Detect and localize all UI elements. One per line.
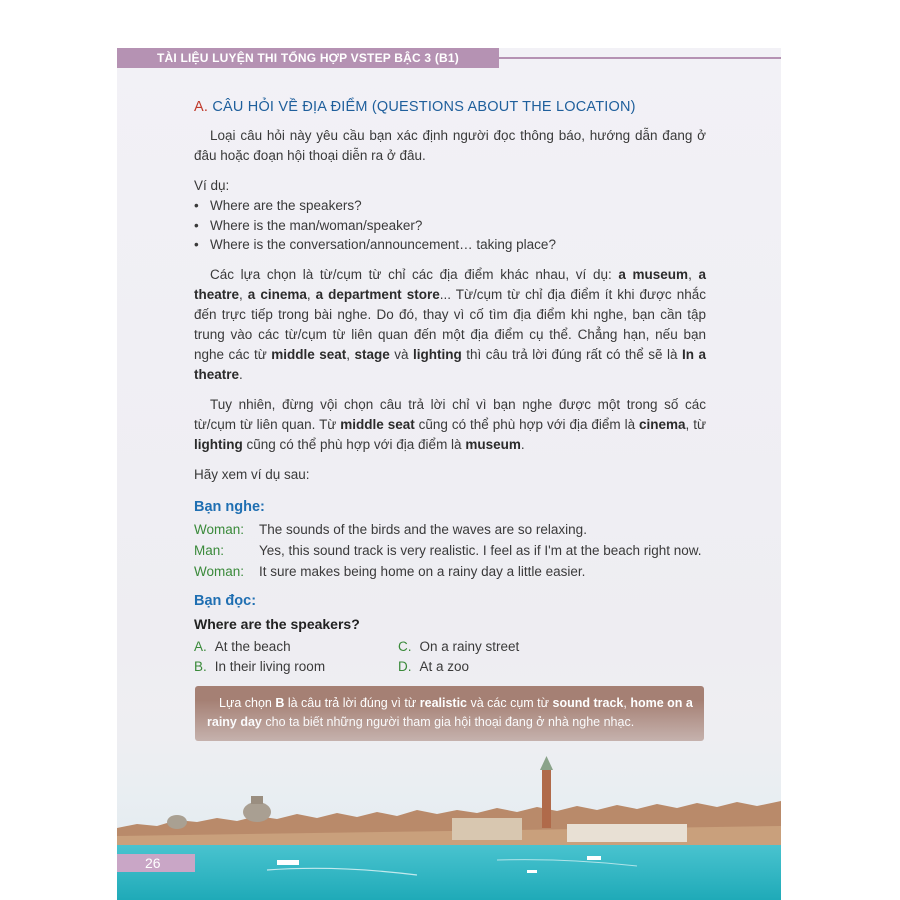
dialogue-line	[194, 562, 706, 581]
dialogue-line	[194, 541, 706, 560]
speaker-label: Woman:	[194, 521, 245, 537]
dialogue-text: The sounds of the birds and the waves are so relaxing.	[259, 521, 587, 537]
section-title-text: CÂU HỎI VỀ ĐỊA ĐIỂM (QUESTIONS ABOUT THE LOCATION)	[212, 99, 636, 115]
page-number: 26	[117, 854, 195, 872]
see-example-text: Hãy xem ví dụ sau:	[194, 466, 310, 482]
list-item: • Where is the conversation/announcement… taking place?	[194, 235, 706, 255]
option-b: B. In their living room	[194, 659, 326, 674]
book-page	[117, 48, 781, 900]
listen-heading: Bạn nghe:	[194, 498, 265, 515]
header-rule	[499, 57, 781, 59]
read-heading: Bạn đọc:	[194, 592, 257, 609]
caution-paragraph: Tuy nhiên, đừng vội chọn câu trả lời chỉ vì bạn nghe được một trong số các từ/cụm từ liên quan. Từ middle seat cũng có thể phù hợp với địa điểm là cinema, từ lighting cũng có thể phù hợp với địa điểm là museum.	[194, 396, 707, 452]
question-text: Where are the speakers?	[194, 615, 360, 632]
dialogue-text: Yes, this sound track is very realistic. I feel as if I'm at the beach right now.	[259, 542, 702, 558]
list-item: • Where is the man/woman/speaker?	[194, 216, 706, 236]
section-letter: A.	[194, 99, 209, 115]
option-a: A. At the beach	[194, 638, 291, 654]
example-label: Ví dụ:	[194, 178, 230, 193]
answer-options	[194, 637, 706, 677]
page-content	[194, 98, 706, 677]
choices-paragraph: Các lựa chọn là từ/cụm từ chỉ các địa điểm khác nhau, ví dụ: a museum, a theatre, a cinema, a department store... Từ/cụm từ chỉ địa điểm ít khi được nhắc đến trực tiếp trong bài nghe. Do đó, thay vì cố tìm địa điểm khi nghe, bạn cần tập trung vào các từ/cụm từ liên quan đến một địa điểm cụ thể. Chẳng hạn, nếu bạn nghe các từ middle seat, stage và lighting thì câu trả lời đúng rất có thể sẽ là In a theatre.	[194, 266, 706, 382]
speaker-label: Man:	[194, 542, 225, 558]
dialogue-line	[194, 520, 706, 539]
section-title	[194, 98, 706, 116]
intro-paragraph: Loại câu hỏi này yêu cầu bạn xác định người đọc thông báo, hướng dẫn đang ở đâu hoặc đoạn hội thoại diễn ra ở đâu.	[194, 128, 706, 163]
venice-skyline-illustration	[117, 700, 781, 900]
dialogue-text: It sure makes being home on a rainy day a little easier.	[259, 563, 586, 579]
option-d: D. At a zoo	[398, 659, 470, 674]
list-item: • Where are the speakers?	[194, 196, 706, 216]
example-list	[194, 196, 706, 255]
running-header: TÀI LIỆU LUYỆN THI TỔNG HỢP VSTEP BẬC 3 (B1)	[117, 48, 499, 68]
speaker-label: Woman:	[194, 563, 245, 579]
option-c: C. On a rainy street	[398, 638, 520, 654]
